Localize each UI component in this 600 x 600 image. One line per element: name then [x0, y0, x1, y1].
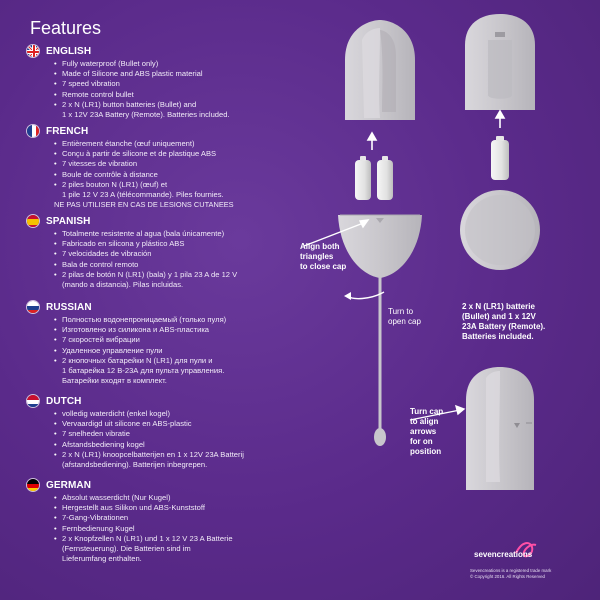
bullet-assembled-icon: [466, 367, 534, 490]
turn-close-line: position: [410, 447, 442, 456]
battery-label-line: 2 x N (LR1) batterie: [462, 302, 535, 311]
feature-item: 1 x 12V 23A Battery (Remote). Batteries included.: [62, 110, 230, 120]
turn-close-label: [410, 407, 443, 457]
product-diagram: [300, 0, 600, 600]
turn-close-line: to align: [410, 417, 439, 426]
feature-item: 1 pile 12 V 23 A (télécommande). Piles fournies.: [62, 190, 224, 200]
feature-item: 1 батарейка 12 В-23А для пульта управления.: [62, 366, 225, 376]
feature-item: • 7 vitesses de vibration: [62, 159, 316, 169]
feature-item: (mando a distancia). Pilas incluidas.: [62, 280, 184, 290]
turn-open-line: open cap: [388, 317, 421, 326]
feature-item: • 2 piles bouton N (LR1) (œuf) et: [62, 180, 316, 190]
feature-list: [26, 59, 316, 120]
feature-item: • volledig waterdicht (enkel kogel): [62, 409, 316, 419]
align-label-line: Align both: [300, 242, 340, 251]
battery-pair-icon: [355, 156, 393, 200]
legal-text: [470, 568, 580, 580]
russia-flag-icon: [26, 300, 40, 314]
feature-item: (Fernsteuerung). Die Batterien sind im: [62, 544, 191, 554]
features-title: Features: [30, 18, 102, 38]
feature-item: • Totalmente resistente al agua (bala únicamente): [62, 229, 316, 239]
feature-item: Батарейки входят в комплект.: [62, 376, 167, 386]
language-header: [26, 300, 316, 314]
language-name: FRENCH: [46, 125, 89, 137]
language-section-dutch: [26, 394, 316, 470]
feature-list: [26, 493, 316, 564]
battery-info-label: [462, 302, 545, 342]
uk-flag-icon: [26, 44, 40, 58]
feature-item: Lieferumfang enthalten.: [62, 554, 142, 564]
feature-item: • Полностью водонепроницаемый (только пуля): [62, 315, 316, 325]
feature-item: • Fully waterproof (Bullet only): [62, 59, 316, 69]
align-label-line: triangles: [300, 252, 334, 261]
language-section-russian: [26, 300, 316, 386]
bullet-back-icon: [465, 14, 535, 110]
feature-item: • 7-Gang-Vibrationen: [62, 513, 316, 523]
netherlands-flag-icon: [26, 394, 40, 408]
feature-list: [26, 229, 316, 290]
feature-item: • Remote control bullet: [62, 90, 316, 100]
feature-item: • Hergestellt aus Silikon und ABS-Kunststoff: [62, 503, 316, 513]
battery-label-line: 23A Battery (Remote).: [462, 322, 546, 331]
language-name: RUSSIAN: [46, 301, 92, 313]
legal-line: © Copyright 2016. All Rights Reserved: [470, 574, 545, 579]
feature-list: [26, 139, 316, 210]
language-section-english: [26, 44, 316, 120]
feature-item: • Удаленное управление пули: [62, 346, 316, 356]
feature-item: • Boule de contrôle à distance: [62, 170, 316, 180]
feature-item: • 7 snelheden vibratie: [62, 429, 316, 439]
battery-label-line: Batteries included.: [462, 332, 534, 341]
turn-close-line: Turn cap: [410, 407, 444, 416]
feature-item: • 7 speed vibration: [62, 79, 316, 89]
spain-flag-icon: [26, 214, 40, 228]
language-name: SPANISH: [46, 215, 91, 227]
feature-list: [26, 315, 316, 386]
feature-item: • Bala de control remoto: [62, 260, 316, 270]
language-header: [26, 44, 316, 58]
rotate-arrow-icon: [344, 292, 384, 300]
align-triangles-label: [300, 242, 346, 272]
language-section-spanish: [26, 214, 316, 290]
legal-line: Sevencreations is a registered trade mark: [470, 568, 552, 573]
language-header: [26, 478, 316, 492]
align-label-line: to close cap: [300, 262, 347, 271]
feature-item: • 2 x N (LR1) button batteries (Bullet) and: [62, 100, 316, 110]
feature-item: • Absolut wasserdicht (Nur Kugel): [62, 493, 316, 503]
language-name: DUTCH: [46, 395, 82, 407]
turn-close-line: for on: [410, 437, 433, 446]
language-name: ENGLISH: [46, 45, 92, 57]
feature-list: [26, 409, 316, 470]
feature-item: • 2 x Knopfzellen N (LR1) und 1 x 12 V 23 A Batterie: [62, 534, 316, 544]
bullet-front-icon: [345, 20, 415, 120]
feature-item: • Fernbedienung Kugel: [62, 524, 316, 534]
language-header: [26, 124, 316, 138]
feature-item: • Afstandsbediening kogel: [62, 440, 316, 450]
remote-battery-icon: [491, 136, 509, 180]
feature-item: • Conçu à partir de silicone et de plastique ABS: [62, 149, 316, 159]
brand-name: sevencreations: [474, 550, 533, 559]
language-section-german: [26, 478, 316, 564]
battery-label-line: (Bullet) and 1 x 12V: [462, 312, 536, 321]
warning-text: NE PAS UTILISER EN CAS DE LESIONS CUTANEES: [54, 200, 234, 210]
feature-item: • 7 velocidades de vibración: [62, 249, 316, 259]
feature-item: • Entièrement étanche (œuf uniquement): [62, 139, 316, 149]
feature-item: • Made of Silicone and ABS plastic material: [62, 69, 316, 79]
turn-open-line: Turn to: [388, 307, 414, 316]
germany-flag-icon: [26, 478, 40, 492]
feature-item: • Vervaardigd uit silicone en ABS-plastic: [62, 419, 316, 429]
language-header: [26, 214, 316, 228]
feature-item: • 2 кнопочных батарейки N (LR1) для пули и: [62, 356, 316, 366]
feature-item: • 2 x N (LR1) knoopcelbatterijen en 1 x 12V 23A Batterij: [62, 450, 316, 460]
language-name: GERMAN: [46, 479, 92, 491]
feature-item: • Изготовлено из силикона и ABS-пластика: [62, 325, 316, 335]
feature-item: • 2 pilas de botón N (LR1) (bala) y 1 pila 23 A de 12 V: [62, 270, 316, 280]
remote-disc-icon: [460, 190, 540, 270]
france-flag-icon: [26, 124, 40, 138]
turn-close-line: arrows: [410, 427, 437, 436]
language-section-french: [26, 124, 316, 210]
language-header: [26, 394, 316, 408]
feature-item: • 7 скоростей вибрации: [62, 335, 316, 345]
feature-item: • Fabricado en silicona y plástico ABS: [62, 239, 316, 249]
turn-open-label: [388, 307, 421, 327]
feature-item: (afstandsbediening). Batterijen inbegrepen.: [62, 460, 208, 470]
